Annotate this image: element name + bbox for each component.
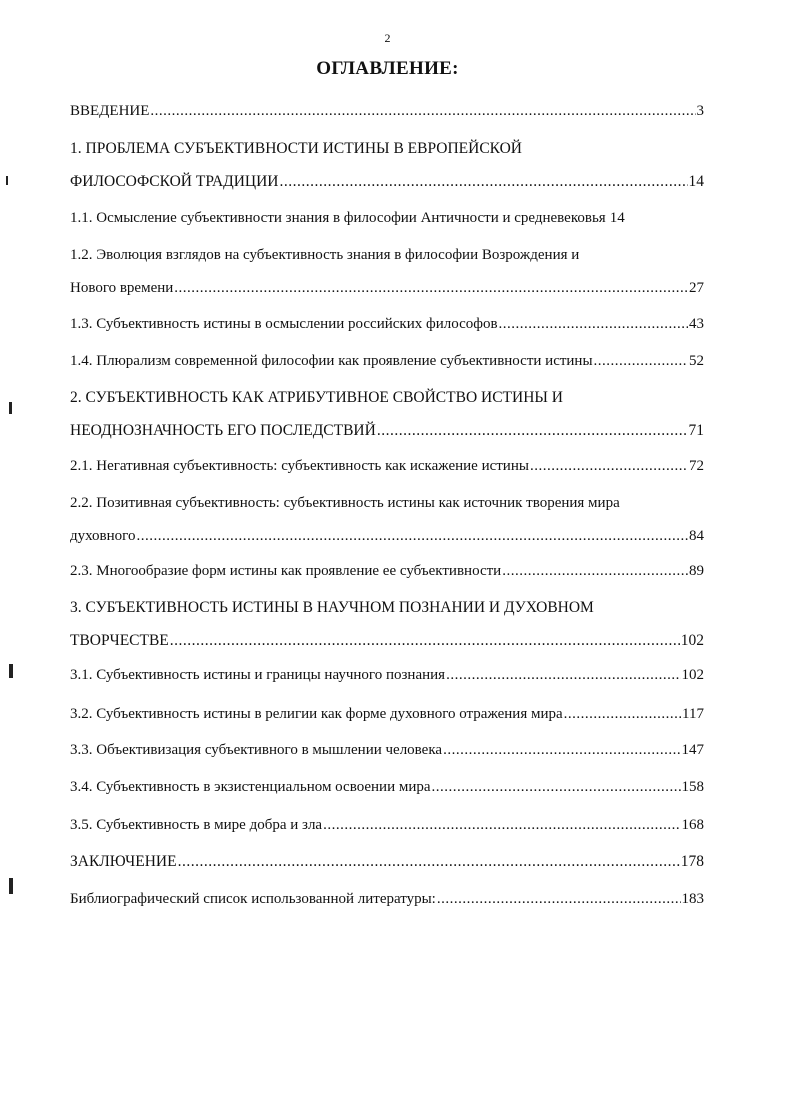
toc-entry-title-line: 1.2. Эволюция взглядов на субъективность знания в философии Возрождения и: [70, 247, 580, 263]
toc-entry-title-line: 1. ПРОБЛЕМА СУБЪЕКТИВНОСТИ ИСТИНЫ В ЕВРОПЕЙСКОЙ: [70, 140, 522, 157]
toc-entry-text: 3.3. Объективизация субъективного в мышлении человека: [70, 742, 443, 758]
toc-entry-chapter-2[interactable]: [70, 388, 704, 441]
scan-margin-mark: [9, 664, 13, 678]
leader-dots: [564, 704, 681, 724]
toc-entry-introduction[interactable]: [70, 101, 704, 121]
toc-entry-section-3-5[interactable]: [70, 815, 704, 835]
toc-entry-text: 1.4. Плюрализм современной философии как проявление субъективности истины: [70, 353, 593, 369]
toc-entry-text: НЕОДНОЗНАЧНОСТЬ ЕГО ПОСЛЕДСТВИЙ: [70, 422, 376, 439]
toc-entry-page: 72: [689, 458, 704, 474]
page-number: 2: [384, 31, 391, 45]
toc-entry-section-1-3[interactable]: [70, 314, 704, 334]
toc-entry-text: ЗАКЛЮЧЕНИЕ: [70, 853, 177, 870]
toc-title: ОГЛАВЛЕНИЕ:: [316, 58, 459, 79]
toc-entry-section-3-3[interactable]: [70, 740, 704, 760]
toc-entry-section-1-2[interactable]: [70, 245, 704, 298]
toc-entry-chapter-1[interactable]: [70, 139, 704, 192]
toc-entry-page: 52: [689, 353, 704, 369]
toc-entry-text: 2.1. Негативная субъективность: субъективность как искажение истины: [70, 458, 529, 474]
toc-entry-text: 3.4. Субъективность в экзистенциальном освоении мира: [70, 779, 431, 795]
toc-entry-section-1-4[interactable]: [70, 351, 704, 371]
toc-entry-page: 14: [688, 173, 704, 190]
toc-entry-page: 117: [682, 706, 704, 722]
toc-entry-section-2-3[interactable]: [70, 561, 704, 581]
leader-dots: [323, 815, 680, 835]
toc-entry-text: ВВЕДЕНИЕ: [70, 103, 150, 119]
toc-entry-title-line: 2. СУБЪЕКТИВНОСТЬ КАК АТРИБУТИВНОЕ СВОЙСТВО ИСТИНЫ И: [70, 389, 563, 406]
toc-entry-page: 102: [680, 632, 704, 649]
scan-margin-mark: [9, 878, 13, 894]
toc-entry-page: 71: [688, 422, 704, 439]
leader-dots: [377, 421, 688, 441]
leader-dots: [446, 665, 680, 685]
scan-margin-mark: [9, 402, 12, 414]
leader-dots: [174, 278, 688, 298]
toc-entry-page: 43: [689, 316, 704, 332]
toc-entry-page: 102: [681, 667, 704, 683]
leader-dots: [499, 314, 688, 334]
toc-entry-text: ТВОРЧЕСТВЕ: [70, 632, 169, 649]
toc-entry-text: 3.1. Субъективность истины и границы научного познания: [70, 667, 446, 683]
leader-dots: [437, 889, 681, 909]
toc-entry-text: ФИЛОСОФСКОЙ ТРАДИЦИИ: [70, 173, 279, 190]
toc-entry-text: Библиографический список использованной литературы:: [70, 891, 436, 907]
leader-dots: [594, 351, 688, 371]
toc-entry-bibliography[interactable]: [70, 889, 704, 909]
toc-entry-text: 3.2. Субъективность истины в религии как форме духовного отражения мира: [70, 706, 563, 722]
toc-entry-page: 14: [609, 210, 625, 226]
toc-entry-page: 84: [689, 528, 704, 544]
toc-entry-text: 2.3. Многообразие форм истины как проявление ее субъективности: [70, 563, 502, 579]
toc-entry-page: 158: [681, 779, 704, 795]
leader-dots: [280, 172, 688, 192]
leader-dots: [178, 852, 680, 872]
toc-entry-section-3-2[interactable]: [70, 704, 704, 724]
scan-margin-mark: [6, 176, 8, 185]
leader-dots: [170, 631, 680, 651]
leader-dots: [432, 777, 681, 797]
toc-entry-text: Нового времени: [70, 280, 174, 296]
toc-entry-page: 27: [689, 280, 704, 296]
toc-entry-page: 3: [696, 103, 704, 119]
toc-entry-page: 183: [681, 891, 704, 907]
toc-entry-page: 89: [689, 563, 704, 579]
leader-dots: [136, 526, 688, 546]
toc-entry-section-2-2[interactable]: [70, 493, 704, 546]
toc-entry-text: 1.1. Осмысление субъективности знания в философии Античности и средневековья: [70, 210, 606, 226]
leader-dots: [443, 740, 680, 760]
toc-entry-conclusion[interactable]: [70, 852, 704, 872]
toc-entry-page: 178: [680, 853, 704, 870]
toc-entry-chapter-3[interactable]: [70, 598, 704, 651]
toc-entry-page: 168: [681, 817, 704, 833]
toc-entry-section-1-1[interactable]: [70, 208, 704, 228]
toc-entry-title-line: 3. СУБЪЕКТИВНОСТЬ ИСТИНЫ В НАУЧНОМ ПОЗНАНИИ И ДУХОВНОМ: [70, 599, 594, 616]
toc-entry-section-2-1[interactable]: [70, 456, 704, 476]
toc-entry-section-3-4[interactable]: [70, 777, 704, 797]
toc-entry-title-line: 2.2. Позитивная субъективность: субъективность истины как источник творения мира: [70, 495, 620, 511]
leader-dots: [150, 101, 695, 121]
leader-dots: [502, 561, 688, 581]
toc-entry-page: 147: [681, 742, 704, 758]
toc-entry-text: 3.5. Субъективность в мире добра и зла: [70, 817, 323, 833]
toc-entry-text: 1.3. Субъективность истины в осмыслении российских философов: [70, 316, 498, 332]
toc-entry-text: духовного: [70, 528, 136, 544]
leader-dots: [530, 456, 688, 476]
toc-entry-section-3-1[interactable]: [70, 665, 704, 685]
